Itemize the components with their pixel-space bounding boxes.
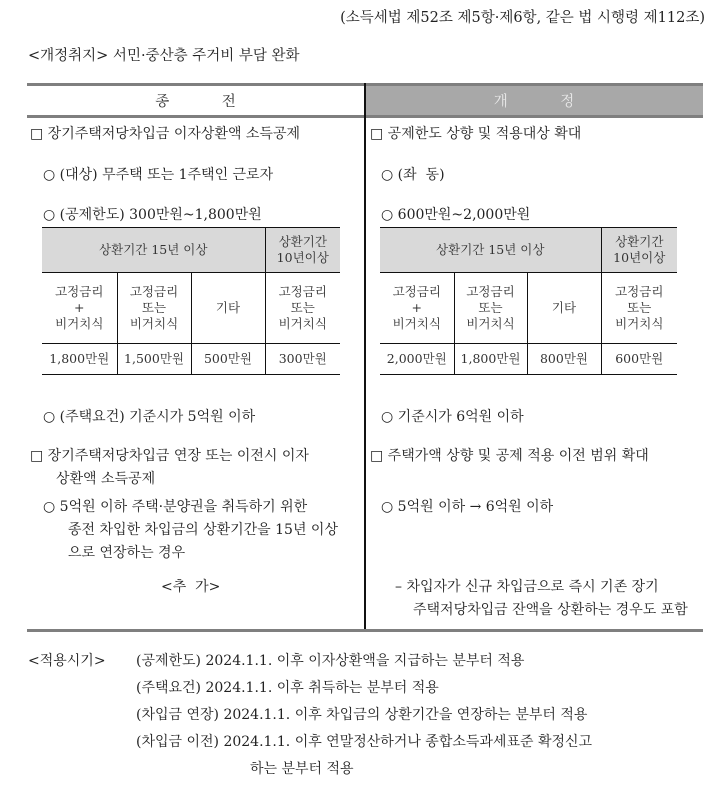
left-col1-label: 고정금리 + 비거치식 (42, 273, 117, 344)
right-item1-limit: ○ 600만원~2,000만원 (381, 207, 531, 223)
left-value-3: 500만원 (191, 344, 265, 375)
right-col2-label: 고정금리 또는 비거치식 (454, 273, 527, 344)
right-col1-label: 고정금리 + 비거치식 (380, 273, 454, 344)
left-header-15yr: 상환기간 15년 이상 (42, 228, 265, 273)
right-col3-label: 기타 (527, 273, 601, 344)
left-item2-sub-line3: 으로 연장하는 경우 (68, 545, 186, 561)
left-added-note: <추 가> (161, 579, 221, 595)
left-item1: □ 장기주택저당차입금 이자상환액 소득공제 (30, 126, 301, 142)
right-item1-target: ○ (좌 동) (381, 167, 445, 183)
right-value-4: 600만원 (601, 344, 677, 375)
right-item2: □ 주택가액 상향 및 공제 적용 이전 범위 확대 (370, 448, 649, 464)
right-value-1: 2,000만원 (380, 344, 454, 375)
left-value-4: 300만원 (265, 344, 340, 375)
header-before: 종 전 (155, 94, 236, 110)
revision-purpose: <개정취지> 서민·중산층 주거비 부담 완화 (28, 48, 300, 64)
left-item1-housing: ○ (주택요건) 기준시가 5억원 이하 (43, 409, 256, 425)
table-bottom-border (27, 629, 703, 632)
right-item2-sub: ○ 5억원 이하 → 6억원 이하 (381, 499, 554, 515)
left-item2-line1: □ 장기주택저당차입금 연장 또는 이전시 이자 (30, 448, 309, 464)
effective-line-3: (차입금 연장) 2024.1.1. 이후 차입금의 상환기간을 연장하는 분부터 적용 (136, 707, 588, 723)
comparison-table (27, 83, 703, 632)
right-col4-label: 고정금리 또는 비거치식 (601, 273, 677, 344)
right-item2-dash-line2: 주택저당차입금 잔액을 상환하는 경우도 포함 (413, 602, 688, 618)
left-col3-label: 기타 (191, 273, 265, 344)
left-col4-label: 고정금리 또는 비거치식 (265, 273, 340, 344)
column-divider (364, 83, 366, 631)
left-item2-sub-line2: 종전 차입한 차입금의 상환기간을 15년 이상 (68, 522, 338, 538)
effective-line-2: (주택요건) 2024.1.1. 이후 취득하는 분부터 적용 (136, 680, 439, 696)
left-item1-target: ○ (대상) 무주택 또는 1주택인 근로자 (43, 167, 274, 183)
left-deduction-table (42, 227, 340, 375)
right-header-10yr: 상환기간 10년이상 (601, 228, 677, 273)
left-value-1: 1,800만원 (42, 344, 117, 375)
right-item1: □ 공제한도 상향 및 적용대상 확대 (370, 126, 582, 142)
effective-line-1: (공제한도) 2024.1.1. 이후 이자상환액을 지급하는 분부터 적용 (136, 653, 525, 669)
right-item1-housing: ○ 기준시가 6억원 이하 (381, 409, 524, 425)
left-item2-line2: 상환액 소득공제 (56, 471, 156, 487)
right-value-3: 800만원 (527, 344, 601, 375)
left-col2-label: 고정금리 또는 비거치식 (117, 273, 191, 344)
effective-line-4: (차입금 이전) 2024.1.1. 이후 연말정산하거나 종합소득과세표준 확정신고 (136, 734, 593, 750)
left-item1-limit: ○ (공제한도) 300만원~1,800만원 (43, 207, 262, 223)
left-item2-sub-line1: ○ 5억원 이하 주택·분양권을 취득하기 위한 (43, 499, 308, 515)
effective-label: <적용시기> (28, 653, 106, 669)
right-item2-dash-line1: – 차입자가 신규 차입금으로 즉시 기존 장기 (395, 579, 659, 595)
right-deduction-table (380, 227, 677, 375)
header-after: 개 정 (365, 86, 703, 115)
law-reference: (소득세법 제52조 제5항·제6항, 같은 법 시행령 제112조) (340, 10, 705, 26)
effective-line-5: 하는 분부터 적용 (250, 761, 354, 777)
right-value-2: 1,800만원 (454, 344, 527, 375)
left-value-2: 1,500만원 (117, 344, 191, 375)
right-header-15yr: 상환기간 15년 이상 (380, 228, 601, 273)
left-header-10yr: 상환기간 10년이상 (265, 228, 340, 273)
